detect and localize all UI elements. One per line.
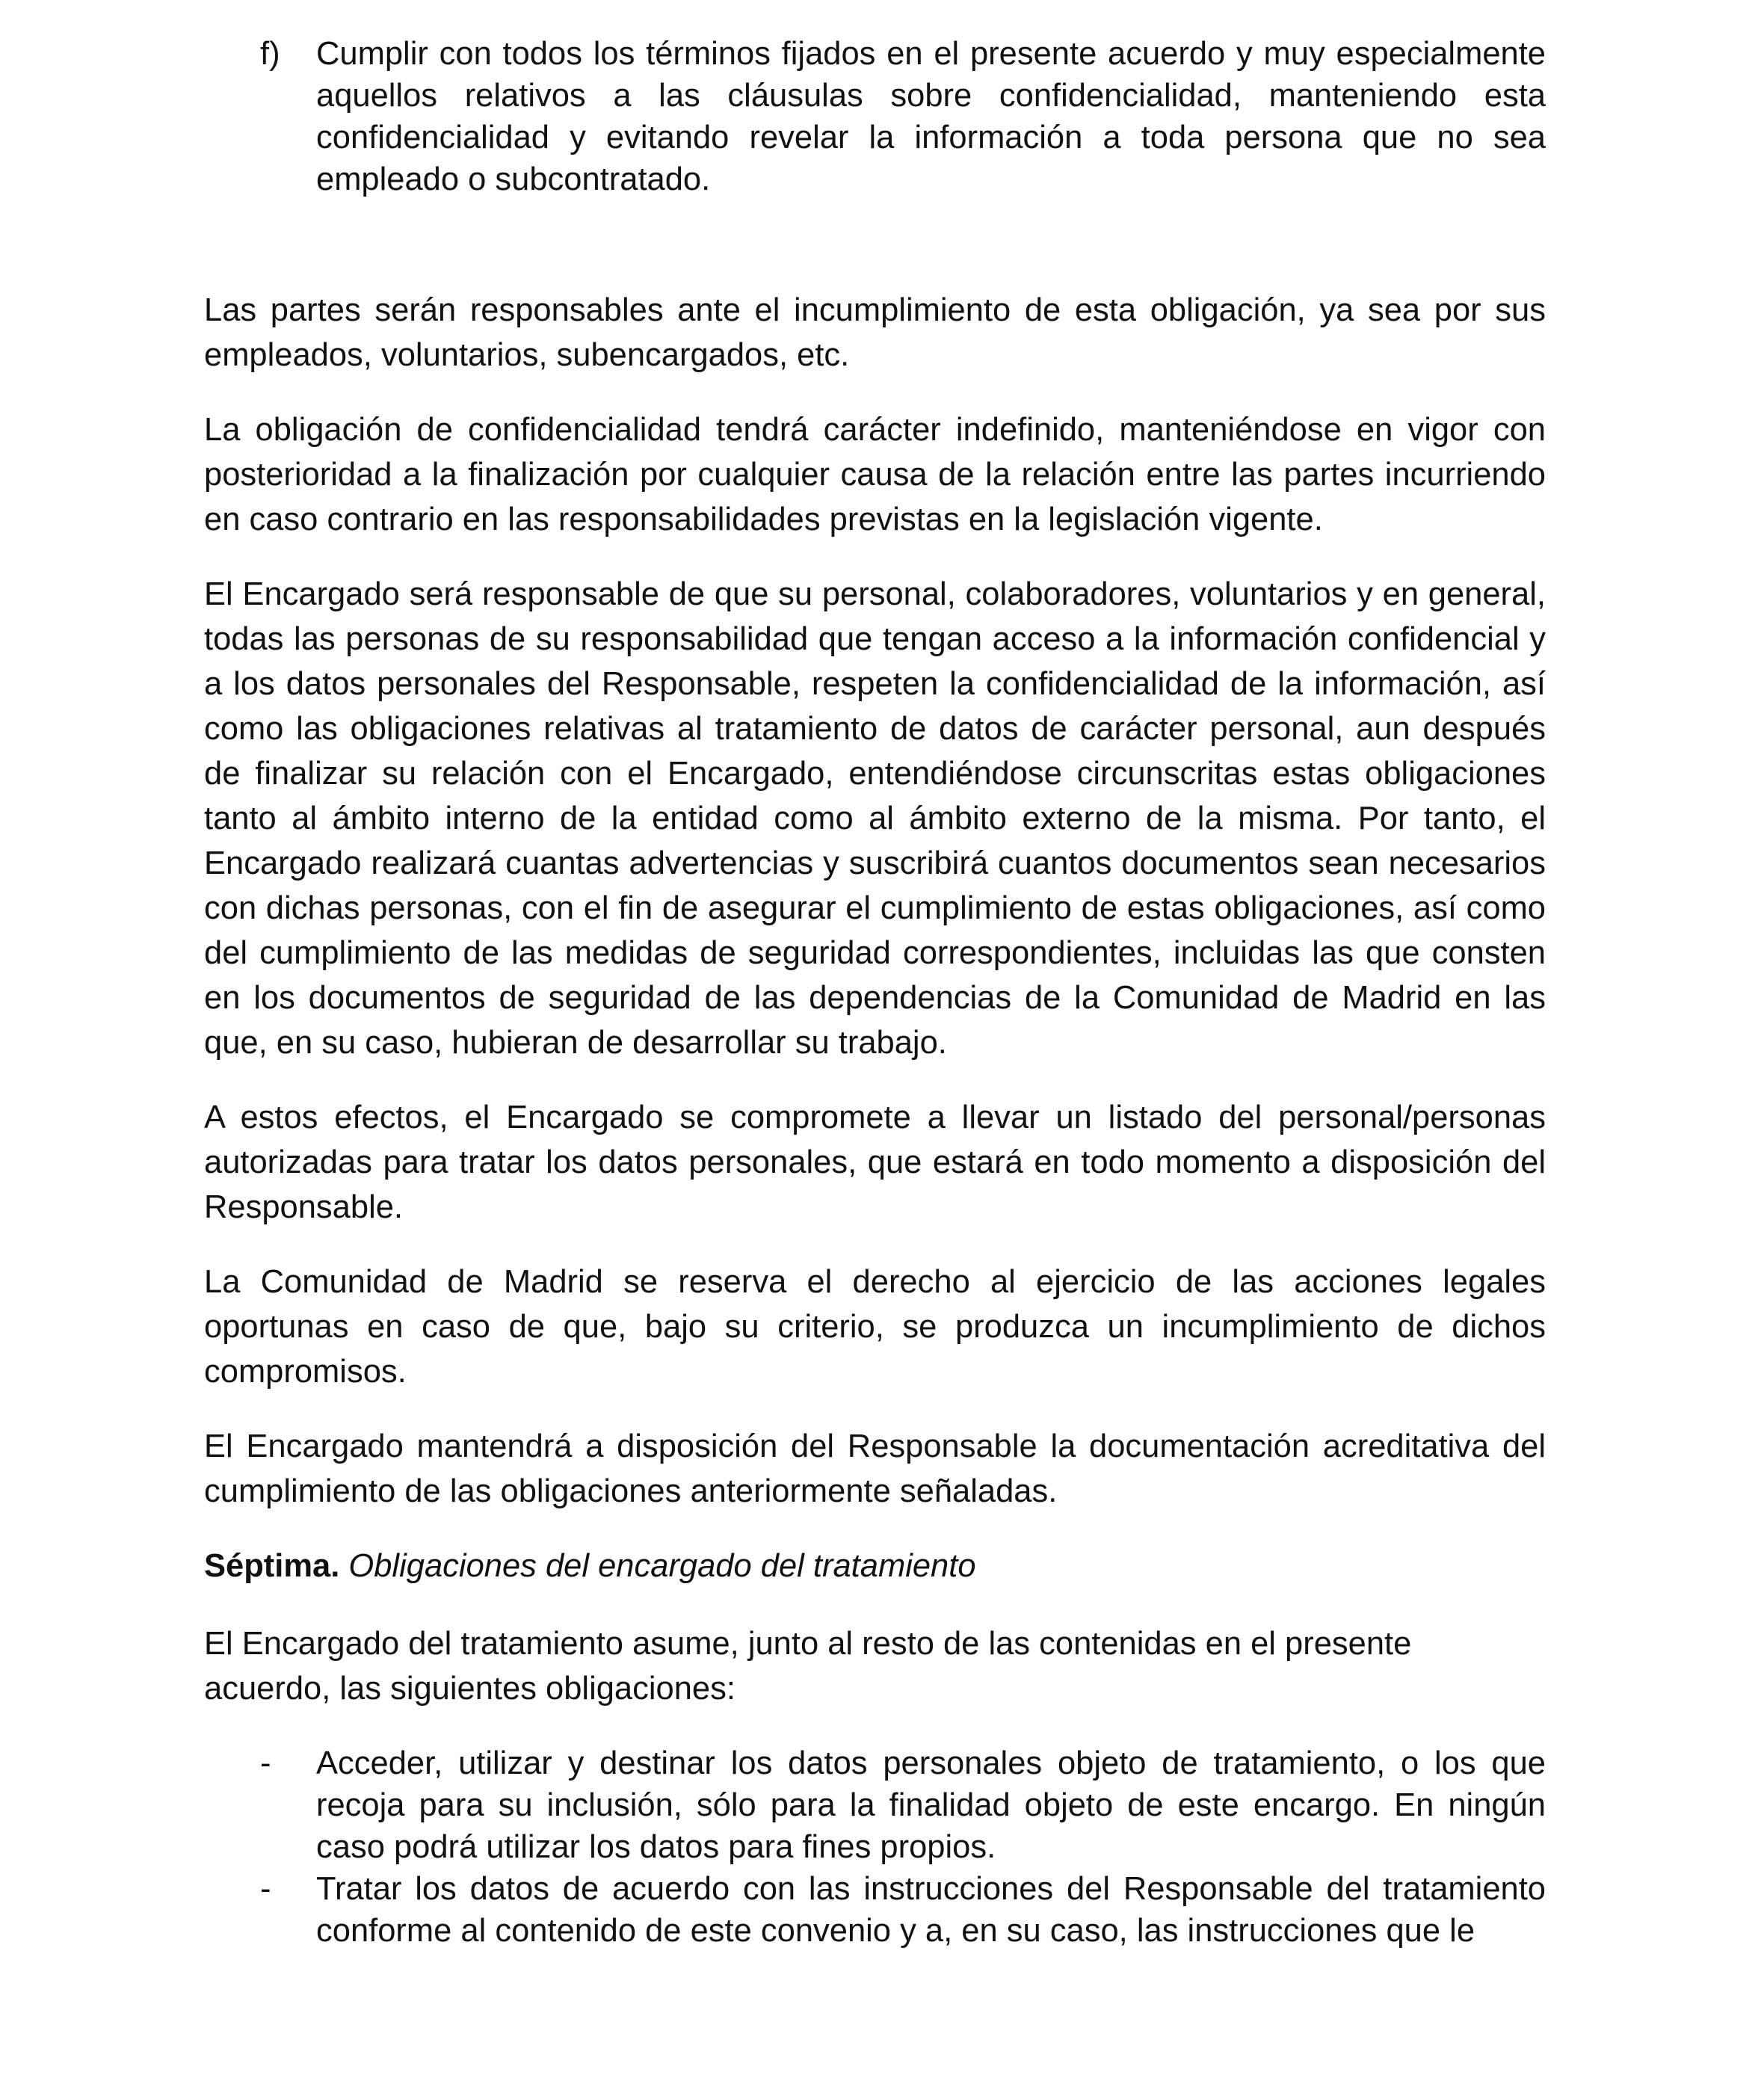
section-label: Séptima. [204, 1548, 340, 1584]
document-page [204, 33, 1546, 1952]
section-title: Obligaciones del encargado del tratamiento [348, 1548, 976, 1584]
paragraph-encargado-responsable: El Encargado será responsable de que su personal, colaboradores, voluntarios y en general, todas las personas de su responsabilidad que tengan acceso a la información confidencial y a los datos personales del Responsable, respeten la confidencialidad de la información, así como las obligaciones relativas al tratamiento de datos de carácter personal, aun después de finalizar su relación con el Encargado, entendiéndose circunscritas estas obligaciones tanto al ámbito interno de la entidad como al ámbito externo de la misma. Por tanto, el Encargado realizará cuantas advertencias y suscribirá cuantos documentos sean necesarios con dichas personas, con el fin de asegurar el cumplimiento de estas obligaciones, así como del cumplimiento de las medidas de seguridad correspondientes, incluidas las que consten en los documentos de seguridad de las dependencias de la Comunidad de Madrid en las que, en su caso, hubieran de desarrollar su trabajo. [204, 576, 1546, 1061]
paragraph-responsables: Las partes serán responsables ante el incumplimiento de esta obligación, ya sea por sus empleados, voluntarios, subencargados, etc. [204, 292, 1546, 373]
bullet-item [204, 1868, 1546, 1952]
list-item-text: Cumplir con todos los términos fijados en el presente acuerdo y muy especialmente aquellos relativos a las cláusulas sobre confidencialidad, manteniendo esta confidencialidad y evitando revelar la información a toda persona que no sea empleado o subcontratado. [316, 36, 1546, 197]
bullet-marker: - [260, 1871, 271, 1907]
bullet-text: Tratar los datos de acuerdo con las instrucciones del Responsable del tratamiento conforme al contenido de este convenio y a, en su caso, las instrucciones que le [316, 1871, 1546, 1949]
paragraph-reserva-derecho: La Comunidad de Madrid se reserva el derecho al ejercicio de las acciones legales oportunas en caso de que, bajo su criterio, se produzca un incumplimiento de dichos compromisos. [204, 1264, 1546, 1390]
paragraph-confidencialidad-indefinida: La obligación de confidencialidad tendrá carácter indefinido, manteniéndose en vigor con posterioridad a la finalización por cualquier causa de la relación entre las partes incurriendo en caso contrario en las responsabilidades previstas en la legislación vigente. [204, 412, 1546, 537]
list-item-f [204, 33, 1546, 200]
list-marker: f) [260, 36, 280, 72]
bullet-marker: - [260, 1745, 271, 1781]
paragraph-intro: El Encargado del tratamiento asume, junto al resto de las contenidas en el presente acuerdo, las siguientes obligaciones: [204, 1626, 1412, 1707]
bullet-item [204, 1742, 1546, 1868]
paragraph-documentacion: El Encargado mantendrá a disposición del Responsable la documentación acreditativa del cumplimiento de las obligaciones anteriormente señaladas. [204, 1428, 1546, 1509]
section-heading [204, 1544, 1546, 1588]
paragraph-listado-personal: A estos efectos, el Encargado se compromete a llevar un listado del personal/personas autorizadas para tratar los datos personales, que estará en todo momento a disposición del Responsable. [204, 1100, 1546, 1225]
bullet-text: Acceder, utilizar y destinar los datos personales objeto de tratamiento, o los que recoja para su inclusión, sólo para la finalidad objeto de este encargo. En ningún caso podrá utilizar los datos para fines propios. [316, 1745, 1546, 1865]
